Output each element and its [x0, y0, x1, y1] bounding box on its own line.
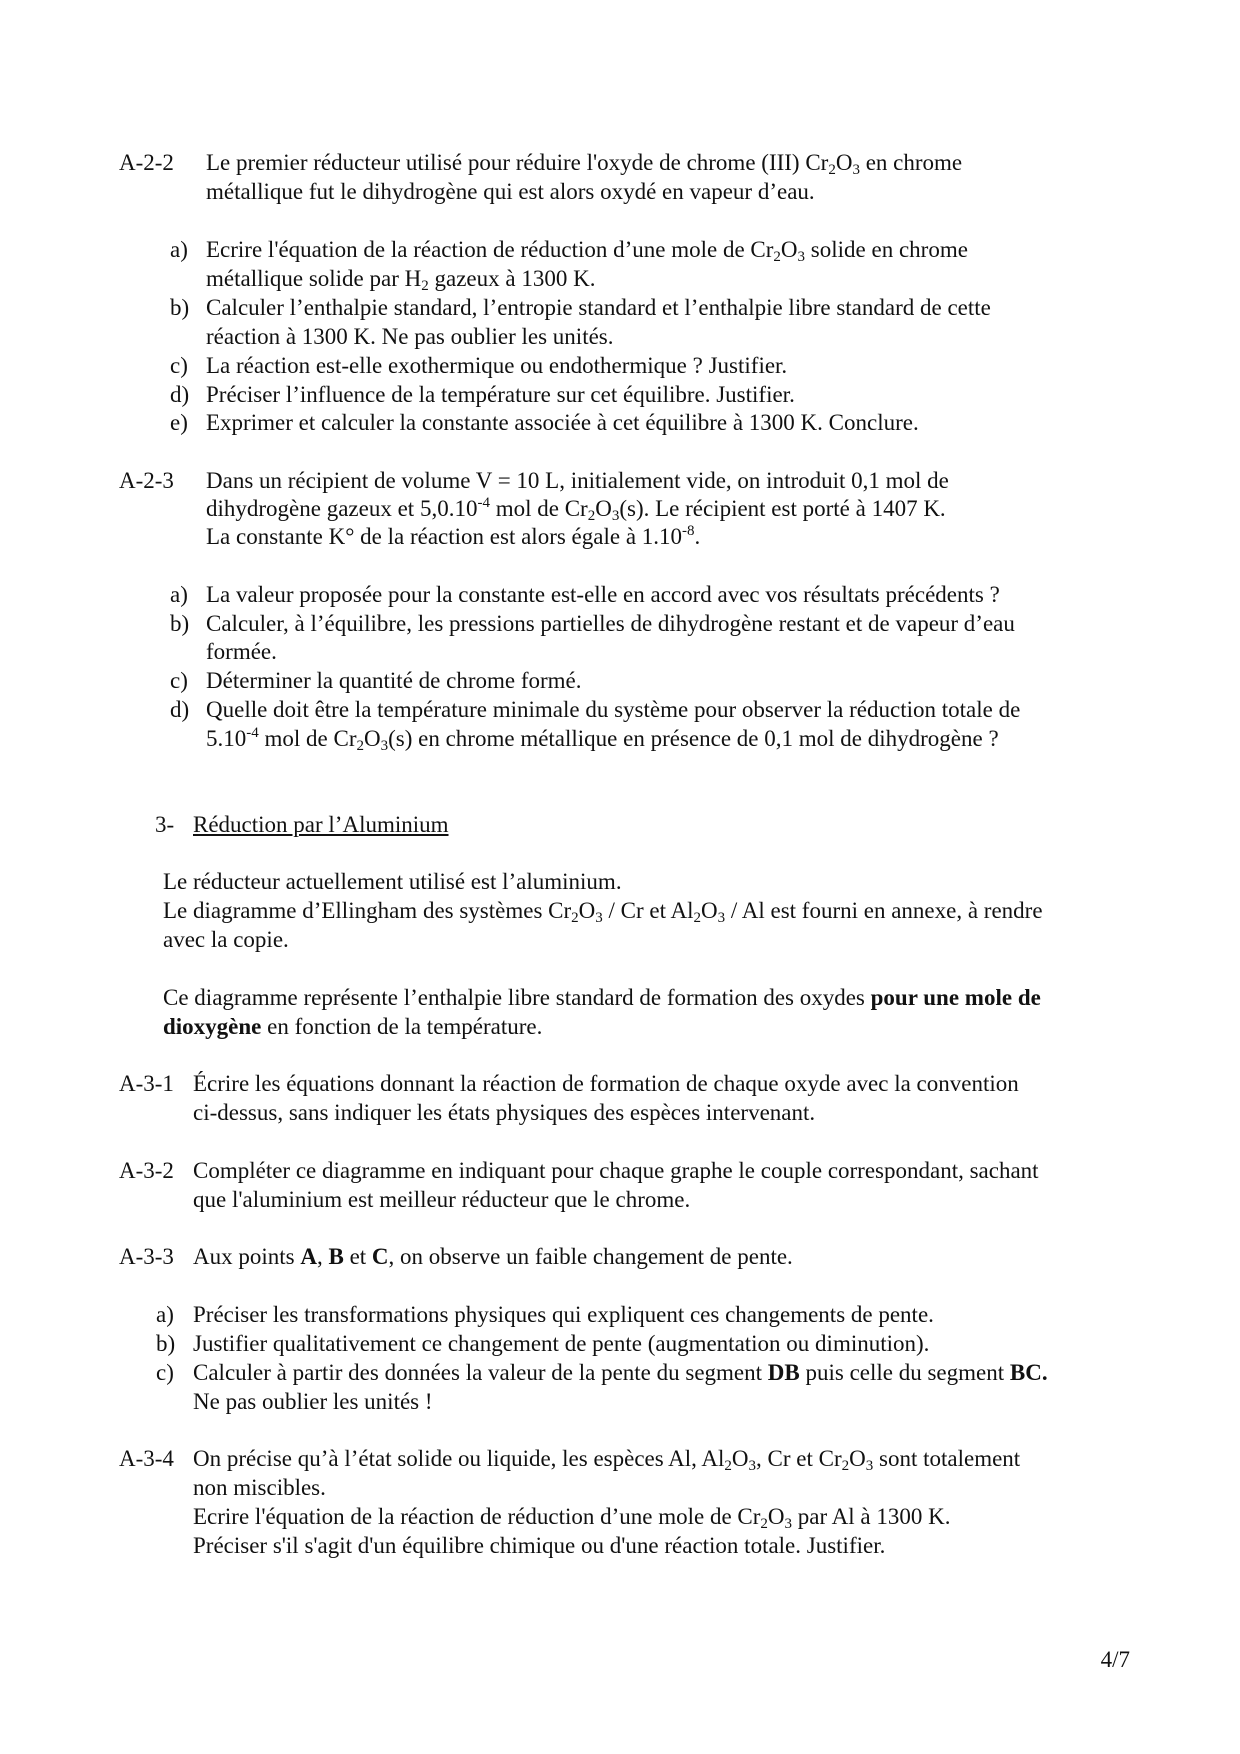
section-paragraph-3-line1 [163, 983, 1130, 1012]
text: / Cr et Al [608, 898, 694, 923]
text: Le premier réducteur utilisé pour réduire l'oxyde de chrome (III) Cr [206, 150, 829, 175]
text: O [780, 237, 798, 262]
item-label: e) [170, 410, 188, 435]
question-a-2-3c: Déterminer la quantité de chrome formé. [206, 668, 582, 693]
section-title: Réduction par l’Aluminium [193, 812, 449, 837]
text: , Cr et Cr [756, 1446, 842, 1471]
bold-text: . [1041, 1360, 1048, 1385]
text: Ce diagramme représente l’enthalpie libre standard de formation des oxydes [163, 985, 865, 1010]
question-a-3-4-line4: Préciser s'il s'agit d'un équilibre chimique ou d'une réaction totale. Justifier. [193, 1533, 886, 1558]
question-number-a-3-1: A-3-1 [119, 1071, 174, 1096]
text: O [364, 726, 381, 751]
subscript: 2 [356, 738, 364, 754]
subscript: 3 [865, 1458, 874, 1474]
question-a-3-2-line2: que l'aluminium est meilleur réducteur que le chrome. [193, 1187, 691, 1212]
subscript: 2 [587, 508, 596, 524]
item-label: d) [170, 382, 190, 407]
text: solide en chrome [810, 237, 968, 262]
question-a-2-2d: Préciser l’influence de la température sur cet équilibre. Justifier. [206, 382, 795, 407]
question-a-2-3d-line1: Quelle doit être la température minimale du système pour observer la réduction totale de [206, 697, 1021, 722]
question-a-3-1-line1: Écrire les équations donnant la réaction de formation de chaque oxyde avec la convention [193, 1071, 1019, 1096]
subscript: 2 [693, 910, 702, 926]
question-a-2-3-line2 [206, 494, 946, 523]
question-a-2-2-line1 [206, 148, 1130, 177]
subscript: 3 [784, 1516, 793, 1532]
subscript: 2 [421, 278, 429, 294]
subscript: 3 [611, 508, 620, 524]
bold-text: B [328, 1244, 344, 1269]
text: Le diagramme d’Ellingham des systèmes Cr [163, 898, 572, 923]
question-a-3-3b: Justifier qualitativement ce changement de pente (augmentation ou diminution). [193, 1331, 930, 1356]
text: Ecrire l'équation de la réaction de réduction d’une mole de Cr [206, 237, 774, 262]
question-a-3-4-line3 [193, 1502, 950, 1531]
question-a-3-3a: Préciser les transformations physiques qui expliquent ces changements de pente. [193, 1302, 934, 1327]
section-paragraph-1: Le réducteur actuellement utilisé est l’aluminium. [163, 869, 622, 894]
text: dihydrogène gazeux et 5,0.10 [206, 496, 478, 521]
subscript: 2 [724, 1458, 732, 1474]
text: par Al à 1300 K. [797, 1504, 951, 1529]
question-number-a-3-4: A-3-4 [119, 1446, 174, 1471]
question-number-a-2-2: A-2-2 [119, 150, 174, 175]
text: Ecrire l'équation de la réaction de réduction d’une mole de Cr [193, 1504, 761, 1529]
text: O [578, 898, 596, 923]
section-paragraph-2-line2: avec la copie. [163, 927, 289, 952]
page-number: 4/7 [1100, 1647, 1130, 1672]
text: O [595, 496, 612, 521]
bold-text: A [300, 1244, 317, 1269]
item-label: b) [156, 1331, 176, 1356]
item-label: a) [170, 237, 188, 262]
question-a-3-3c-line1 [193, 1358, 1130, 1387]
text: O [701, 898, 718, 923]
question-a-2-2a-line1 [206, 235, 1130, 264]
subscript: 3 [380, 738, 389, 754]
subscript: 2 [760, 1516, 768, 1532]
question-a-2-3b-line1: Calculer, à l’équilibre, les pressions partielles de dihydrogène restant et de vapeur d’eau [206, 611, 1015, 636]
subscript: 3 [797, 249, 806, 265]
bold-text: C [371, 1244, 389, 1269]
item-label: a) [170, 582, 188, 607]
question-a-2-2a-line2 [206, 264, 595, 293]
text: O [835, 150, 853, 175]
text: La constante K° de la réaction est alors égale à 1.10 [206, 524, 683, 549]
text: . [694, 524, 701, 549]
subscript: 2 [828, 162, 836, 178]
text: (s). Le récipient est porté à 1407 K. [619, 496, 946, 521]
superscript: -8 [682, 523, 695, 539]
text: mol de Cr [495, 496, 588, 521]
section-number: 3- [155, 812, 175, 837]
item-label: c) [170, 668, 188, 693]
bold-text: DB [767, 1360, 800, 1385]
subscript: 3 [852, 162, 860, 178]
question-number-a-3-2: A-3-2 [119, 1158, 174, 1183]
text: (s) en chrome métallique en présence de 0,1 mol de dihydrogène ? [388, 726, 999, 751]
question-a-3-2-line1: Compléter ce diagramme en indiquant pour chaque graphe le couple correspondant, sachant [193, 1158, 1039, 1183]
question-a-2-2-line2: métallique fut le dihydrogène qui est alors oxydé en vapeur d’eau. [206, 179, 815, 204]
text: Calculer à partir des données la valeur de la pente du segment [193, 1360, 763, 1385]
subscript: 3 [717, 910, 726, 926]
text: gazeux à 1300 K. [434, 266, 596, 291]
text: mol de Cr [264, 726, 357, 751]
text: Aux points [193, 1244, 295, 1269]
item-label: b) [170, 611, 190, 636]
question-a-3-3c-line2: Ne pas oublier les unités ! [193, 1389, 433, 1414]
superscript: -4 [246, 725, 259, 741]
subscript: 2 [773, 249, 781, 265]
text: métallique solide par H [206, 266, 422, 291]
section-paragraph-3-line2 [163, 1012, 542, 1041]
item-label: d) [170, 697, 190, 722]
subscript: 2 [841, 1458, 850, 1474]
text: et [349, 1244, 367, 1269]
question-a-2-3a: La valeur proposée pour la constante est-elle en accord avec vos résultats précédents ? [206, 582, 1000, 607]
text: On précise qu’à l’état solide ou liquide, les espèces Al, Al [193, 1446, 725, 1471]
text: 5.10 [206, 726, 247, 751]
question-a-3-4-line1 [193, 1444, 1130, 1473]
text: O [767, 1504, 785, 1529]
text: / Al est fourni en annexe, à rendre [730, 898, 1043, 923]
subscript: 2 [571, 910, 579, 926]
text: sont totalement [879, 1446, 1021, 1471]
text: , on observe un faible changement de pente. [388, 1244, 793, 1269]
question-a-3-3-line1: Aux points A, B et C, on observe un faible changement de pente. [193, 1244, 793, 1269]
bold-text: pour une mole de [870, 985, 1041, 1010]
question-number-a-3-3: A-3-3 [119, 1244, 174, 1269]
item-label: c) [156, 1360, 174, 1385]
question-a-3-4-line2: non miscibles. [193, 1475, 326, 1500]
subscript: 3 [748, 1458, 757, 1474]
question-a-2-3-line1: Dans un récipient de volume V = 10 L, initialement vide, on introduit 0,1 mol de [206, 468, 949, 493]
item-label: c) [170, 353, 188, 378]
question-a-2-2e: Exprimer et calculer la constante associée à cet équilibre à 1300 K. Conclure. [206, 410, 919, 435]
question-a-2-2c: La réaction est-elle exothermique ou endothermique ? Justifier. [206, 353, 788, 378]
text: O [731, 1446, 749, 1471]
item-label: b) [170, 295, 190, 320]
text: en chrome [865, 150, 963, 175]
bold-text: BC [1009, 1360, 1042, 1385]
question-a-3-1-line2: ci-dessus, sans indiquer les états physiques des espèces intervenant. [193, 1100, 816, 1125]
text: en fonction de la température. [267, 1014, 543, 1039]
item-label: a) [156, 1302, 174, 1327]
subscript: 3 [595, 910, 603, 926]
question-a-2-3b-line2: formée. [206, 639, 277, 664]
section-paragraph-2-line1 [163, 896, 1130, 925]
question-a-2-2b-line2: réaction à 1300 K. Ne pas oublier les unités. [206, 324, 614, 349]
text: O [849, 1446, 866, 1471]
question-a-2-3-line3 [206, 522, 700, 551]
bold-text: dioxygène [163, 1014, 262, 1039]
question-number-a-2-3: A-2-3 [119, 468, 174, 493]
text: puis celle du segment [805, 1360, 1005, 1385]
superscript: -4 [477, 495, 490, 511]
question-a-2-2b-line1: Calculer l’enthalpie standard, l’entropie standard et l’enthalpie libre standard de cette [206, 295, 991, 320]
question-a-2-3d-line2 [206, 724, 999, 753]
